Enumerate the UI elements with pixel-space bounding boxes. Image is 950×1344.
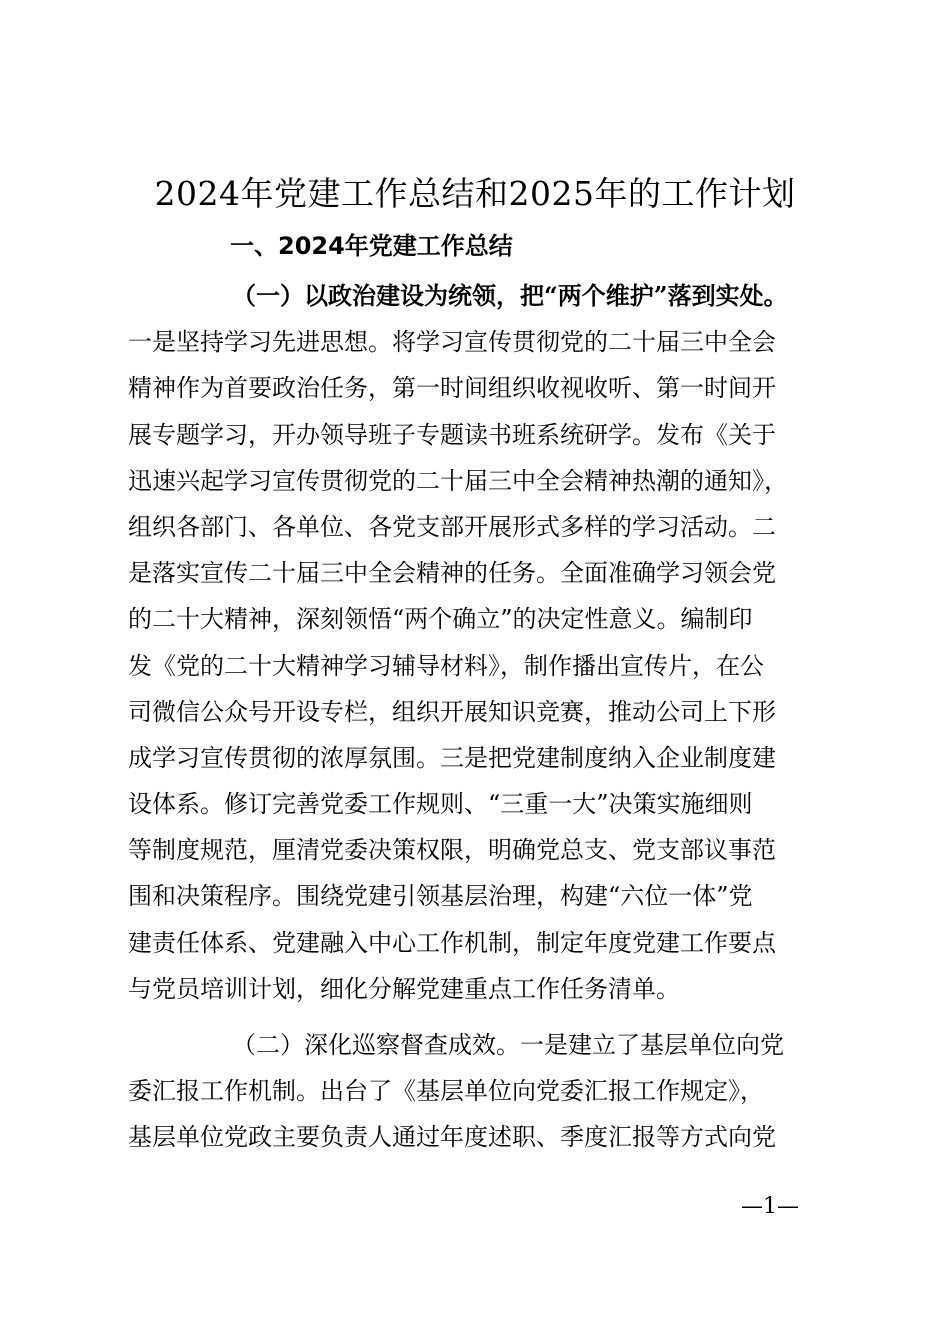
text-line: 与党员培训计划，细化分解党建重点工作任务清单。 [128,974,680,1003]
text-line: 组织各部门、各单位、各党支部开展形式多样的学习活动。二 [128,512,776,541]
text-line: 是落实宣传二十届三中全会精神的任务。全面准确学习领会党 [128,559,776,588]
paragraph-gap [128,1012,838,1022]
text-line: 成学习宣传贯彻的浓厚氛围。三是把党建制度纳入企业制度建 [128,743,776,772]
text-line: 司微信公众号开设专栏，组织开展知识竞赛，推动公司上下形 [128,697,776,726]
text-line: 基层单位党政主要负责人通过年度述职、季度汇报等方式向党 [128,1123,776,1152]
text-line: 建责任体系、党建融入中心工作机制，制定年度党建工作要点 [128,928,776,957]
paragraph-heading: （一）以政治建设为统领，把“两个维护”落到实处。 [232,281,788,310]
text-line: 迅速兴起学习宣传贯彻党的二十届三中全会精神热潮的通知》， [128,466,788,495]
text-line: 精神作为首要政治任务，第一时间组织收视收听、第一时间开 [128,374,776,403]
paragraph-start: （二）深化巡察督查成效。一是建立了基层单位向党 [232,1031,784,1059]
page-number: —1— [741,1194,799,1219]
text-line: 的二十大精神，深刻领悟“两个确立”的决定性意义。编制印 [128,605,753,634]
text-line: 一是坚持学习先进思想。将学习宣传贯彻党的二十届三中全会 [128,328,776,357]
text-line: 等制度规范，厘清党委决策权限，明确党总支、党支部议事范 [128,836,776,865]
document-title: 2024年党建工作总结和2025年的工作计划 [154,174,796,213]
text-line: 展专题学习，开办领导班子专题读书班系统研学。发布《关于 [128,420,776,449]
text-line: 委汇报工作机制。出台了《基层单位向党委汇报工作规定》， [128,1077,764,1106]
body-text [128,273,838,1161]
text-line: 发《党的二十大精神学习辅导材料》，制作播出宣传片，在公 [128,651,764,680]
text-line: 设体系。修订完善党委工作规则、“三重一大”决策实施细则 [128,790,753,819]
text-line: 围和决策程序。围绕党建引领基层治理，构建“六位一体”党 [128,882,753,911]
section-heading: 一、2024年党建工作总结 [230,232,513,260]
